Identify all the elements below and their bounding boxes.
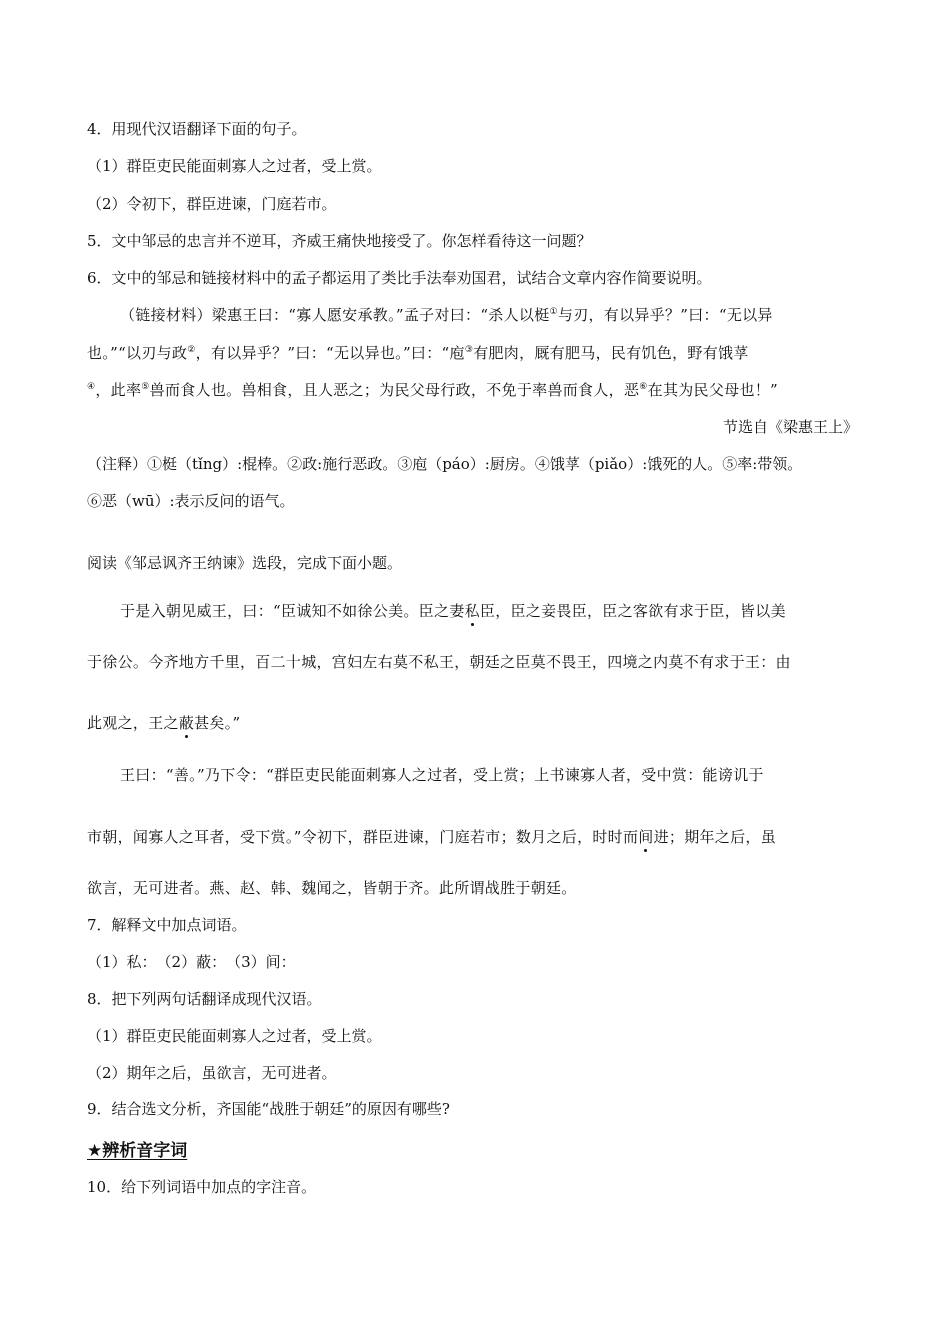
footnote-4: ④: [87, 382, 96, 392]
section-heading: ★辨析音字词: [87, 1141, 188, 1161]
q7-stem: 7．解释文中加点词语。: [87, 916, 247, 934]
q6: 6．文中的邹忌和链接材料中的孟子都运用了类比手法奉劝国君，试结合文章内容作简要说明。: [87, 269, 712, 287]
q5: 5．文中邹忌的忠言并不逆耳，齐威王痛快地接受了。你怎样看待这一问题？: [87, 232, 592, 250]
passage-line-5: 市朝，闻寡人之耳者，受下赏。”令初下，群臣进谏，门庭若市；数月之后，时时而间进；期年之后，虽: [87, 828, 776, 846]
reading-intro: 阅读《邹忌讽齐王纳谏》选段，完成下面小题。: [87, 554, 403, 572]
passage-line-6: 欲言，无可进者。燕、赵、韩、魏闻之，皆朝于齐。此所谓战胜于朝廷。: [87, 879, 577, 897]
q7-items: （1）私： （2）蔽： （3）间：: [87, 953, 296, 971]
annotation-line-2: ⑥恶（wū）:表示反问的语气。: [87, 492, 295, 510]
q9: 9．结合选文分析，齐国能“战胜于朝廷”的原因有哪些?: [87, 1100, 450, 1118]
dotted-word-jian: 间: [638, 828, 654, 846]
link-material-line-2: 也。”“以刃与政②，有以异乎？”曰：“无以异也。”曰：“庖③有肥肉，厩有肥马，民有饥色，野有饿莩: [87, 344, 749, 362]
passage-line-2: 于徐公。今齐地方千里，百二十城，宫妇左右莫不私王，朝廷之臣莫不畏王，四境之内莫不有求于王：由: [87, 653, 791, 671]
q4-sentence-1: （1）群臣吏民能面刺寡人之过者，受上赏。: [87, 157, 382, 175]
q10: 10．给下列词语中加点的字注音。: [87, 1178, 317, 1196]
passage-line-3: 此观之，王之蔽甚矣。”: [87, 714, 241, 732]
source-attribution: 节选自《梁惠王上》: [722, 418, 858, 436]
passage-line-4: 王曰：“善。”乃下令：“群臣吏民能面刺寡人之过者，受上赏；上书谏寡人者，受中赏：能谤讥于: [120, 766, 764, 784]
link-material-line-3: ④，此率⑤兽而食人也。兽相食，且人恶之；为民父母行政，不免于率兽而食人，恶⑥在其为民父母也！”: [87, 381, 779, 399]
link-material-line-1: （链接材料）梁惠王曰：“寡人愿安承教。”孟子对曰：“杀人以梃①与刃，有以异乎？”曰：“无以异: [120, 306, 773, 324]
dotted-word-bi: 蔽: [178, 714, 195, 732]
footnote-3: ③: [464, 345, 474, 355]
dotted-word-si: 私: [464, 602, 480, 620]
footnote-6: ⑥: [639, 382, 648, 392]
footnote-5: ⑤: [141, 382, 150, 392]
footnote-1: ①: [549, 307, 558, 317]
q4-sentence-2: （2）令初下，群臣进谏，门庭若市。: [87, 195, 337, 213]
annotation-line-1: （注释）①梃（tǐng）:棍棒。②政:施行恶政。③庖（páo）:厨房。④饿莩（piǎo）:饿死的人。⑤率:带领。: [87, 455, 803, 473]
q8-stem: 8．把下列两句话翻译成现代汉语。: [87, 990, 322, 1008]
q8-sentence-2: （2）期年之后，虽欲言，无可进者。: [87, 1064, 337, 1082]
footnote-2: ②: [187, 345, 196, 355]
q8-sentence-1: （1）群臣吏民能面刺寡人之过者，受上赏。: [87, 1027, 382, 1045]
passage-line-1: 于是入朝见威王，曰：“臣诚知不如徐公美。臣之妻私臣，臣之妾畏臣，臣之客欲有求于臣，皆以美: [120, 602, 786, 620]
q4-stem: 4．用现代汉语翻译下面的句子。: [87, 120, 307, 138]
